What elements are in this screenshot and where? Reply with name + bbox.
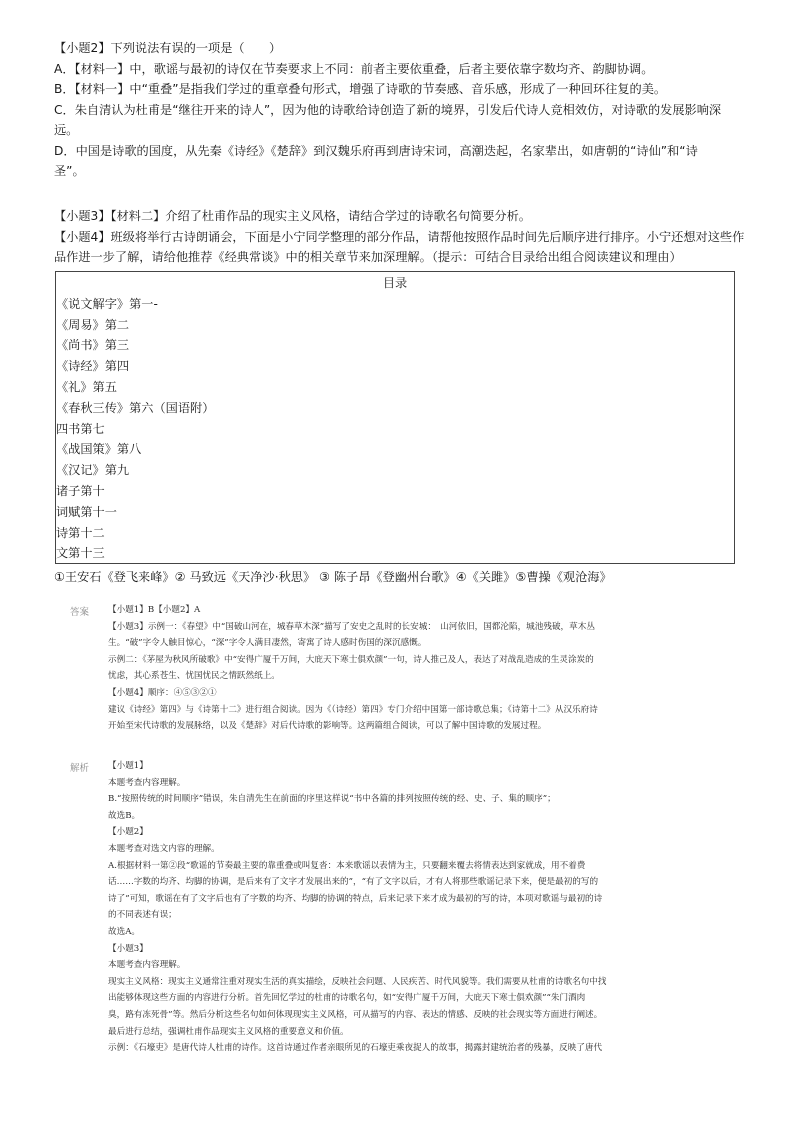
analysis-line: B.“按照传统的时间顺序”错误，朱自清先生在前面的序里这样说“书中各篇的排列按照传统的经、史、子、集的顺序”；	[108, 794, 556, 805]
analysis-body	[108, 758, 733, 1057]
question-3-4-block	[54, 206, 744, 268]
q2-option-a: A．【材料一】中，歌谣与最初的诗仅在节奏要求上不同：前者主要依重叠，后者主要依靠字数均齐、韵脚协调。	[54, 61, 654, 76]
analysis-line: 示例：《石壕吏》是唐代诗人杜甫的诗作。这首诗通过作者亲眼所见的石壕吏乘夜捉人的故事，揭露封建统治者的残暴，反映了唐代	[108, 1043, 603, 1054]
q2-option-d: D．中国是诗歌的国度，从先秦《诗经》《楚辞》到汉魏乐府再到唐诗宋词，高潮迭起，名家辈出，如唐朝的“诗仙”和“诗	[54, 143, 698, 158]
analysis-line: 话……字数的均齐、均脚的协调，是后来有了文字才发展出来的”，“有了文字以后，才有人将那些歌谣记录下来，便是最初的写的	[108, 877, 599, 888]
toc-item: 《诗经》第四	[56, 359, 130, 374]
toc-item: 《周易》第二	[56, 317, 130, 332]
q4-line-cont: 品作进一步了解，请给他推荐《经典常谈》中的相关章节来加深理解。（提示：可结合目录给出组合阅读建议和理由）	[54, 250, 682, 264]
analysis-line: 【小题1】	[108, 761, 148, 771]
answer-line: 开始至宋代诗歌的发展脉络，以及《楚辞》对后代诗歌的影响等。这两篇组合阅读，可以了解中国诗歌的发展过程。	[108, 721, 547, 732]
q2-option-d-cont: 圣”。	[54, 164, 85, 178]
toc-item: 四书第七	[56, 421, 105, 436]
toc-item: 词赋第十一	[56, 504, 117, 519]
toc-item: 《汉记》第九	[56, 463, 130, 478]
q3-line: 【小题3】【材料二】介绍了杜甫作品的现实主义风格，请结合学过的诗歌名句简要分析。	[54, 209, 531, 223]
answer-line: 【小题4】顺序：④⑤③②①	[108, 687, 217, 698]
analysis-label: 解析	[70, 763, 90, 774]
answer-line: 示例二：《茅屋为秋风所破歌》中“安得广厦千万间，大庇天下寒士俱欢颜”一句，诗人推己及人，表达了对战乱造成的生灵涂炭的	[108, 654, 594, 665]
q4-line: 【小题4】班级将举行古诗朗诵会，下面是小宁同学整理的部分作品，请帮他按照作品时间先后顺序进行排序。小宁还想对这些作	[54, 229, 745, 244]
analysis-line: 【小题2】	[108, 827, 148, 838]
toc-item: 《尚书》第三	[56, 338, 130, 353]
analysis-line: 现实主义风格：现实主义通常注重对现实生活的真实描绘，反映社会问题、人民疾苦、时代风貌等。我们需要从杜甫的诗歌名句中找	[108, 976, 607, 987]
toc-item: 诗第十二	[56, 525, 105, 540]
answer-line: 建议《诗经》第四》与《诗第十二》进行组合阅读。因为《（诗经）第四》专门介绍中国第一部诗歌总集；《诗第十二》从汉乐府诗	[108, 704, 598, 715]
analysis-line: 最后进行总结，强调杜甫作品现实主义风格的重要意义和价值。	[108, 1026, 349, 1037]
toc-item: 诸子第十	[56, 483, 105, 498]
analysis-line: A.根据材料一第②段“歌谣的节奏最主要的靠重叠或叫复沓：本来歌谣以表情为主，只要翻来覆去将情表达到家就成，用不着费	[108, 860, 586, 871]
analysis-line: 臭，路有冻死骨”等。然后分析这些名句如何体现现实主义风格，可从描写的内容、表达的情感、反映的社会现实等方面进行阐述。	[108, 1009, 603, 1020]
toc-item: 《说文解字》第一-	[56, 296, 158, 311]
analysis-line: 出能够体现这些方面的内容进行分析。首先回忆学过的杜甫的诗歌名句，如“安得广厦千万间，大庇天下寒士俱欢颜”“朱门酒肉	[108, 993, 586, 1004]
analysis-line: 诗了”可知，歌谣在有了文字后也有了字数的均齐、均脚的协调的特点，后来记录下来才成为最初的写的诗，本项对歌谣与最初的诗	[108, 893, 603, 904]
answer-line: 忧虑，其心系苍生、忧国忧民之情跃然纸上。	[108, 671, 280, 682]
toc-item: 文第十三	[56, 546, 105, 561]
answer-line: 【小题3】示例一：《春望》中“国破山河在，城春草木深”描写了安史之乱时的长安城： 山河依旧，国都沦陷，城池残破，草木丛	[108, 621, 595, 632]
toc-item: 《春秋三传》第六（国语附）	[56, 400, 215, 415]
analysis-line: 【小题3】	[108, 943, 148, 954]
analysis-line: 故选A。	[108, 926, 140, 937]
q2-line: 【小题2】下列说法有误的一项是（ ）	[54, 41, 282, 55]
answer-body	[108, 602, 733, 735]
analysis-line: 本题考查内容理解。	[108, 960, 186, 971]
q2-option-c: C．朱自清认为杜甫是“继往开来的诗人”，因为他的诗歌给诗创造了新的境界，引发后代诗人竞相效仿，对诗歌的发展影响深	[54, 102, 722, 117]
answer-line: 【小题1】B【小题2】A	[108, 605, 201, 615]
question-2-block	[54, 38, 744, 182]
analysis-line: 故选B。	[108, 810, 141, 821]
analysis-line: 的不同表述有误；	[108, 910, 177, 921]
answer-line: 生。“破”字令人触目惊心，“深”字令人满目凄然，寄寓了诗人感时伤国的深沉感慨。	[108, 638, 427, 649]
analysis-line: 本题考查对选文内容的理解。	[108, 843, 220, 854]
analysis-line: 本题考查内容理解。	[108, 777, 186, 788]
q2-option-b: B．【材料一】中“重叠”是指我们学过的重章叠句形式，增强了诗歌的节奏感、音乐感，形成了一种回环往复的美。	[54, 82, 667, 96]
works-list: ①王安石《登飞来峰》② 马致远《天净沙·秋思》 ③ 陈子昂《登幽州台歌》④《关雎》⑤曹操《观沧海》	[54, 570, 612, 584]
toc-item: 《礼》第五	[56, 379, 117, 394]
toc-title: 目录	[382, 276, 408, 290]
table-of-contents-box	[55, 271, 735, 564]
answer-label: 答案	[70, 607, 90, 618]
q2-option-c-cont: 远。	[54, 123, 79, 137]
toc-item: 《战国策》第八	[56, 442, 142, 457]
